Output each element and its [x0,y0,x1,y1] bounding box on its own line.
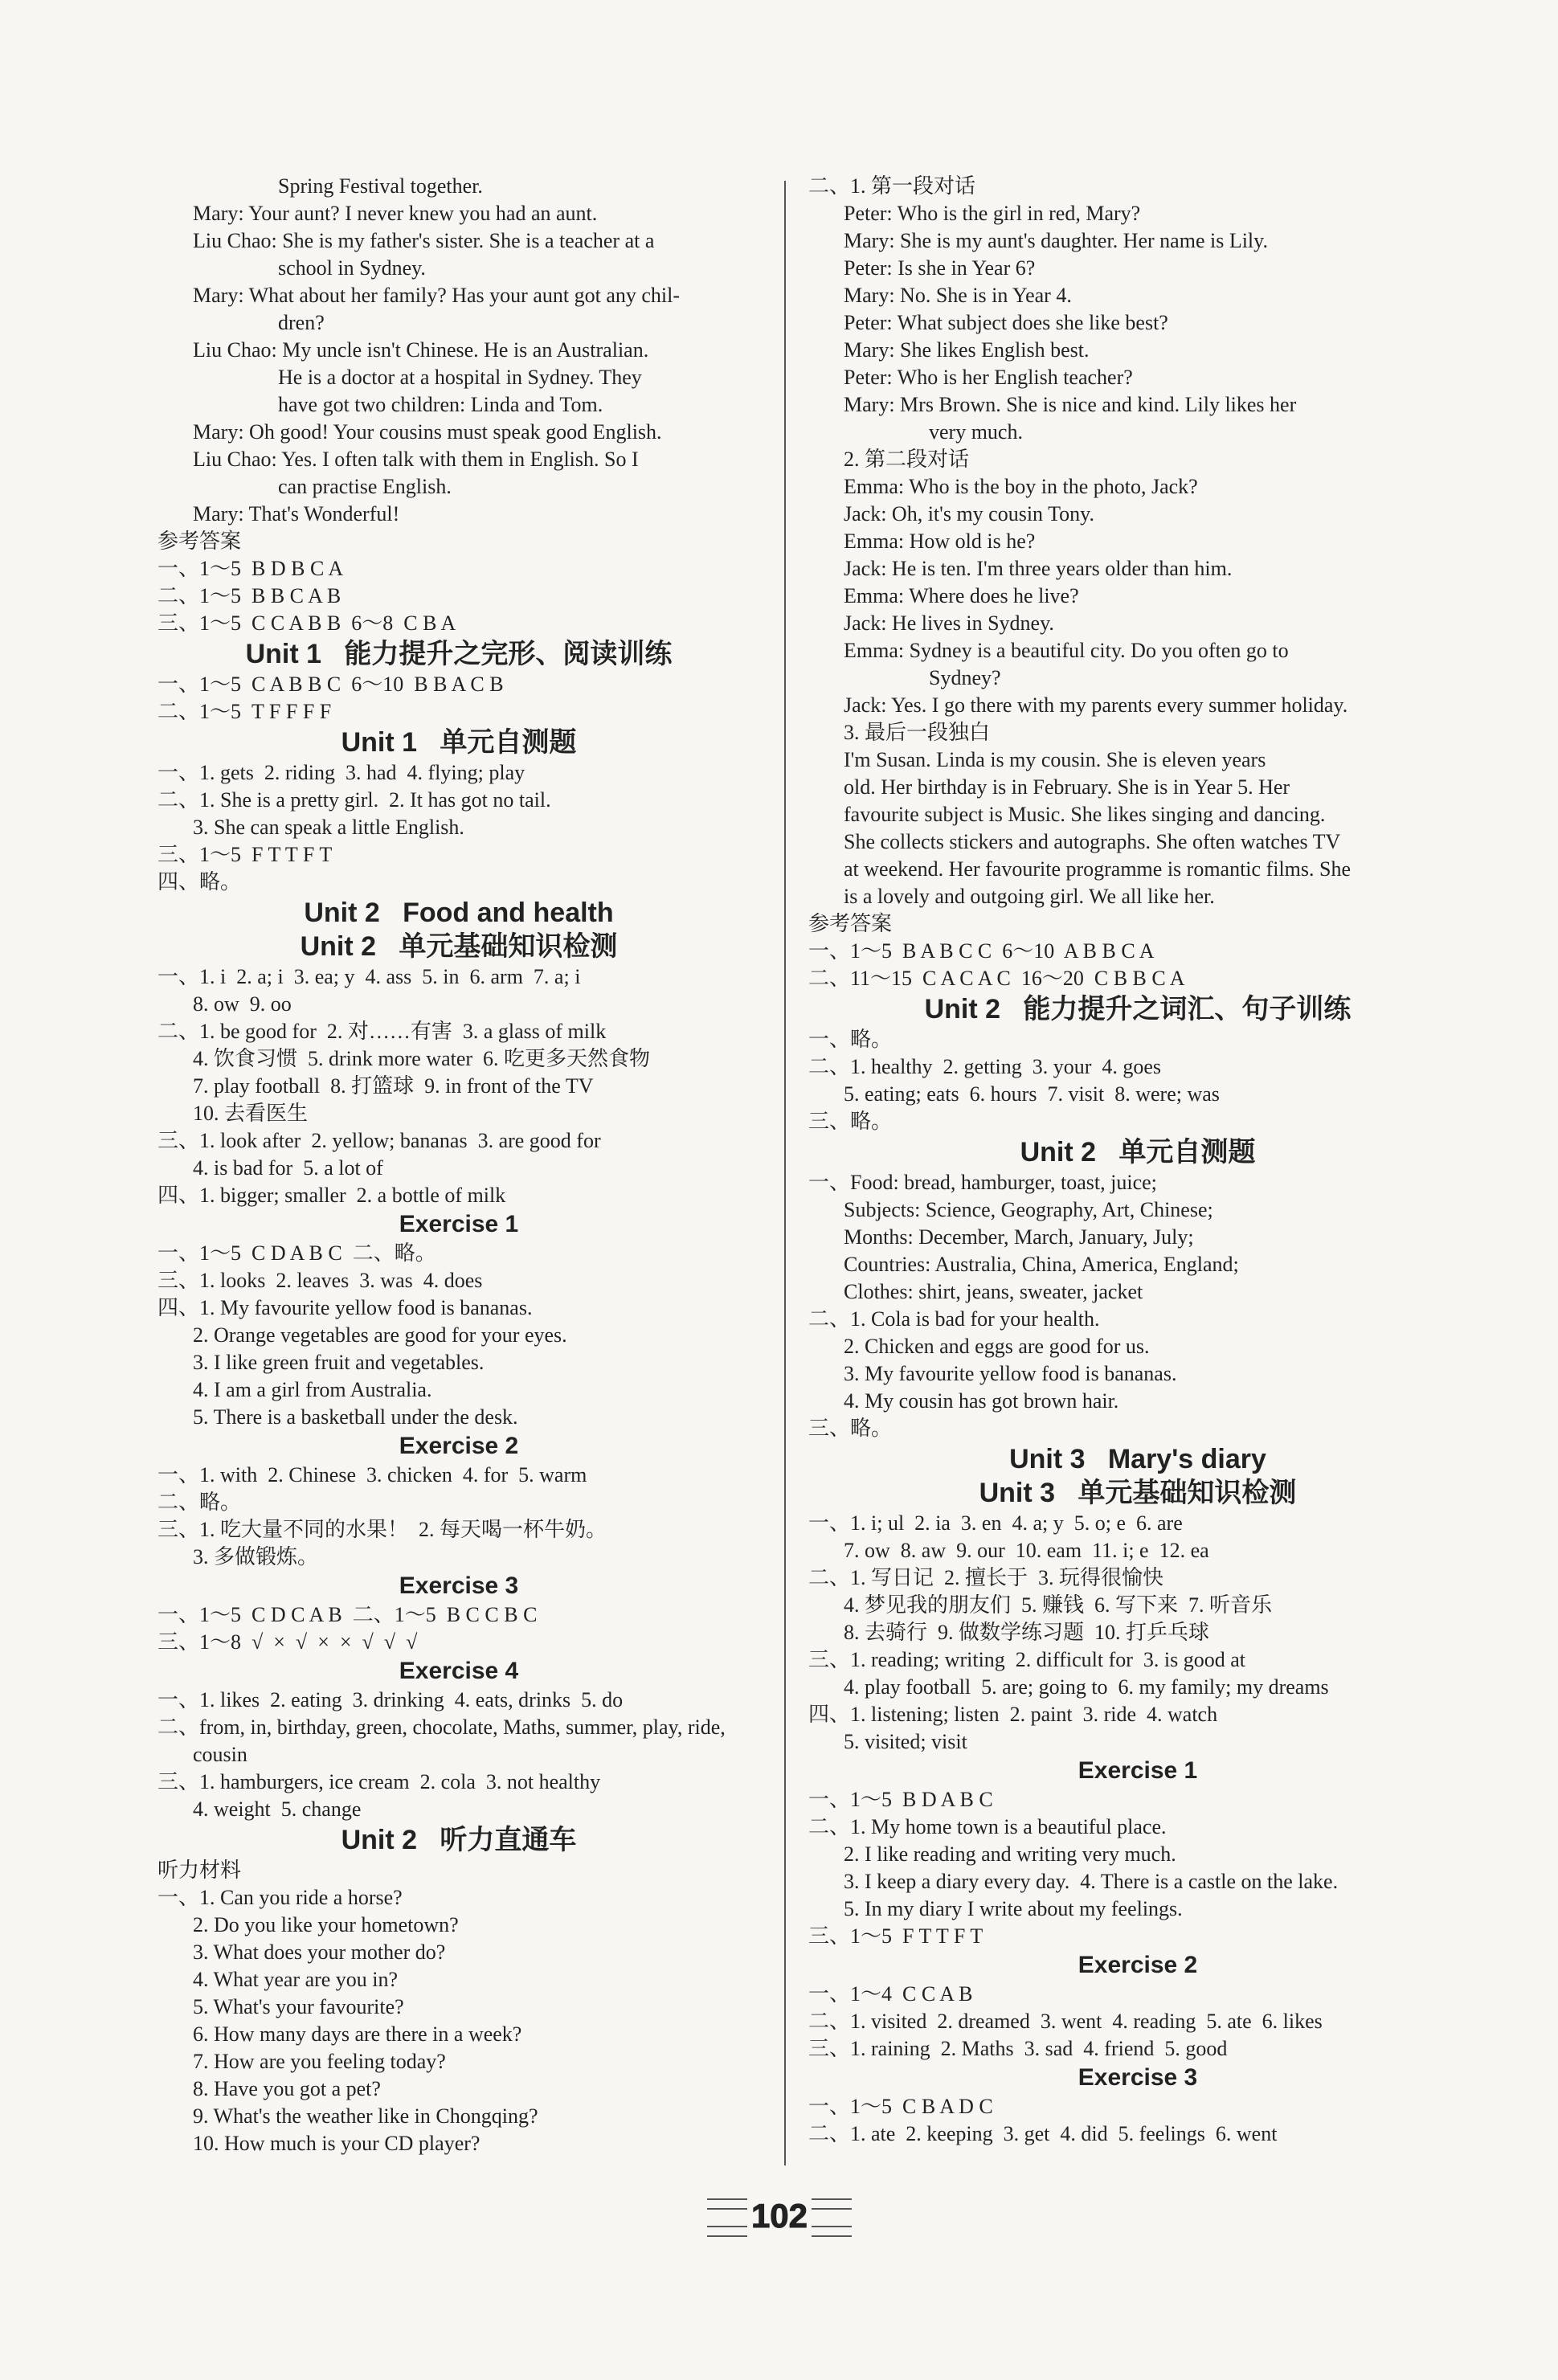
text-line: 二、略。 [157,1491,242,1514]
text-line: 4. is bad for 5. a lot of [193,1156,383,1180]
page-number: 102 [747,2192,812,2240]
text-line: Peter: Who is her English teacher? [844,366,1133,389]
text-line: 三、1～5 C C A B B 6～8 C B A [157,611,456,635]
text-line: Mary: Oh good! Your cousins must speak good English. [193,420,662,444]
text-line: 三、1～5 F T T F T [808,1924,983,1948]
text-line: 8. ow 9. oo [193,992,292,1016]
text-line: 一、1. Can you ride a horse? [157,1886,403,1909]
text-line: Months: December, March, January, July; [844,1225,1194,1249]
left-column [157,173,760,2157]
text-line: Liu Chao: She is my father's sister. She is a teacher at a [193,229,655,252]
text-line: 5. visited; visit [844,1730,967,1753]
text-line: 三、略。 [808,1417,893,1440]
text-line: 一、1～5 C A B B C 6～10 B B A C B [157,673,504,696]
text-line: 4. 饮食习惯 5. drink more water 6. 吃更多天然食物 [193,1047,651,1070]
text-line: 2. Orange vegetables are good for your eyes. [193,1323,567,1347]
section-heading: Unit 2 能力提升之词汇、句子训练 [924,994,1351,1024]
text-line: 3. She can speak a little English. [193,816,464,839]
text-line: 3. I like green fruit and vegetables. [193,1351,485,1374]
text-line: 二、1. ate 2. keeping 3. get 4. did 5. feelings 6. went [808,2122,1278,2145]
text-line: Subjects: Science, Geography, Art, Chinese; [844,1198,1213,1221]
text-line: Emma: How old is he? [844,530,1036,553]
exercise-heading: Exercise 2 [399,1433,519,1459]
text-line: Liu Chao: My uncle isn't Chinese. He is an Australian. [193,338,649,362]
text-line: 一、1. likes 2. eating 3. drinking 4. eats, drinks 5. do [157,1688,624,1711]
text-line: 二、1～5 B B C A B [157,584,341,607]
text-line: 2. 第二段对话 [844,448,970,471]
text-line: 三、略。 [808,1110,893,1133]
text-line: Mary: What about her family? Has your aunt got any chil- [193,284,681,307]
text-line: Emma: Sydney is a beautiful city. Do you often go to [844,639,1289,662]
text-line: 四、1. bigger; smaller 2. a bottle of milk [157,1184,506,1207]
text-line: 听力材料 [157,1859,242,1882]
text-line: 一、1～5 B D A B C [808,1788,993,1811]
exercise-heading: Exercise 1 [399,1211,519,1237]
text-line: 一、1～4 C C A B [808,1982,973,2006]
text-line: 二、1. She is a pretty girl. 2. It has got no tail. [157,788,551,812]
exercise-heading: Exercise 2 [1078,1952,1198,1978]
text-line: 3. My favourite yellow food is bananas. [844,1362,1177,1385]
text-line: Jack: He is ten. I'm three years older than him. [844,557,1233,580]
text-line: 二、1. be good for 2. 对……有害 3. a glass of milk [157,1020,607,1043]
text-line: 四、1. My favourite yellow food is bananas. [157,1296,533,1319]
text-line: 3. 最后一段独白 [844,721,991,744]
text-line: 4. play football 5. are; going to 6. my family; my dreams [844,1675,1329,1699]
text-line: 2. Do you like your hometown? [193,1913,459,1936]
text-line: 一、1. i 2. a; i 3. ea; y 4. ass 5. in 6. arm 7. a; i [157,965,581,988]
text-line: Jack: Yes. I go there with my parents every summer holiday. [844,693,1348,717]
text-line: Sydney? [929,666,1001,689]
text-line: is a lovely and outgoing girl. We all like her. [844,885,1215,908]
section-heading: Unit 2 单元自测题 [1020,1137,1256,1168]
section-heading: Unit 3 单元基础知识检测 [979,1478,1297,1508]
text-line: Mary: Your aunt? I never knew you had an aunt. [193,202,598,225]
text-line: 5. There is a basketball under the desk. [193,1405,518,1429]
text-line: 二、11～15 C A C A C 16～20 C B B C A [808,967,1185,990]
text-line: 8. 去骑行 9. 做数学练习题 10. 打乒乓球 [844,1621,1210,1644]
text-line: 一、1～5 C D C A B 二、1～5 B C C B C [157,1603,538,1626]
text-line: 三、1～5 F T T F T [157,843,333,866]
section-heading: Unit 2 听力直通车 [341,1825,577,1855]
text-line: 10. How much is your CD player? [193,2132,480,2155]
text-line: 9. What's the weather like in Chongqing? [193,2104,538,2128]
text-line: 三、1. looks 2. leaves 3. was 4. does [157,1269,483,1292]
text-line: Liu Chao: Yes. I often talk with them in English. So I [193,448,639,471]
text-line: 7. ow 8. aw 9. our 10. eam 11. i; e 12. ea [844,1539,1209,1562]
text-line: 四、1. listening; listen 2. paint 3. ride 4. watch [808,1703,1218,1726]
text-line: Mary: She likes English best. [844,338,1090,362]
text-line: 一、1～5 B A B C C 6～10 A B B C A [808,939,1155,963]
text-line: 4. 梦见我的朋友们 5. 赚钱 6. 写下来 7. 听音乐 [844,1593,1273,1617]
text-line: 一、1. with 2. Chinese 3. chicken 4. for 5. warm [157,1463,587,1486]
text-line: 一、略。 [808,1028,893,1051]
text-line: Clothes: shirt, jeans, sweater, jacket [844,1280,1143,1303]
text-line: 3. What does your mother do? [193,1940,446,1964]
text-line: 一、1. i; ul 2. ia 3. en 4. a; y 5. o; e 6. are [808,1511,1183,1535]
text-line: have got two children: Linda and Tom. [278,393,603,416]
text-line: 二、1～5 T F F F F [157,700,332,723]
text-line: 二、1. visited 2. dreamed 3. went 4. reading 5. ate 6. likes [808,2010,1323,2033]
text-line: Countries: Australia, China, America, England; [844,1253,1239,1276]
text-line: She collects stickers and autographs. She often watches TV [844,830,1341,853]
text-line: Emma: Who is the boy in the photo, Jack? [844,475,1198,498]
text-line: can practise English. [278,475,452,498]
text-line: 7. play football 8. 打篮球 9. in front of the TV [193,1074,594,1098]
text-line: 三、1. look after 2. yellow; bananas 3. are good for [157,1129,601,1152]
exercise-heading: Exercise 3 [399,1572,519,1599]
text-line: 三、1. raining 2. Maths 3. sad 4. friend 5. good [808,2037,1228,2060]
text-line: 7. How are you feeling today? [193,2050,446,2073]
section-heading: Unit 3 Mary's diary [1009,1444,1266,1474]
text-line: Mary: That's Wonderful! [193,502,400,525]
text-line: Peter: Is she in Year 6? [844,256,1036,280]
text-line: very much. [929,420,1023,444]
text-line: 二、1. 写日记 2. 擅长于 3. 玩得很愉快 [808,1566,1164,1589]
text-line: 5. What's your favourite? [193,1995,404,2018]
text-line: I'm Susan. Linda is my cousin. She is eleven years [844,748,1266,771]
text-line: 二、1. 第一段对话 [808,174,976,198]
text-line: favourite subject is Music. She likes singing and dancing. [844,803,1326,826]
text-line: at weekend. Her favourite programme is romantic films. She [844,857,1351,881]
text-line: 三、1. hamburgers, ice cream 2. cola 3. not healthy [157,1770,601,1793]
text-line: 5. eating; eats 6. hours 7. visit 8. were; was [844,1082,1220,1106]
text-line: 8. Have you got a pet? [193,2077,381,2100]
text-line: 二、1. healthy 2. getting 3. your 4. goes [808,1055,1162,1078]
text-line: 一、1～5 C D A B C 二、略。 [157,1241,436,1265]
text-line: Peter: Who is the girl in red, Mary? [844,202,1141,225]
text-line: 2. I like reading and writing very much. [844,1842,1176,1866]
text-line: 4. I am a girl from Australia. [193,1378,432,1401]
text-line: Mary: She is my aunt's daughter. Her name is Lily. [844,229,1268,252]
text-line: 2. Chicken and eggs are good for us. [844,1335,1150,1358]
section-heading: Unit 2 单元基础知识检测 [300,931,618,962]
text-line: Peter: What subject does she like best? [844,311,1168,334]
section-heading: Unit 2 Food and health [304,898,614,928]
text-line: 四、略。 [157,870,242,894]
text-line: 3. 多做锻炼。 [193,1545,319,1568]
text-line: 5. In my diary I write about my feelings. [844,1897,1183,1920]
text-line: 一、1. gets 2. riding 3. had 4. flying; play [157,761,525,784]
text-line: cousin [193,1743,247,1766]
text-line: 三、1～8 √ × √ × × √ √ √ [157,1630,418,1654]
page-number-badge [707,2192,852,2240]
text-line: school in Sydney. [278,256,426,280]
text-line: 3. I keep a diary every day. 4. There is a castle on the lake. [844,1870,1339,1893]
text-line: old. Her birthday is in February. She is in Year 5. Her [844,775,1290,799]
text-line: 一、1～5 B D B C A [157,557,344,580]
text-line: 6. How many days are there in a week? [193,2022,522,2046]
text-line: Jack: Oh, it's my cousin Tony. [844,502,1094,525]
text-line: 4. My cousin has got brown hair. [844,1389,1119,1413]
text-line: Jack: He lives in Sydney. [844,611,1054,635]
text-line: Mary: No. She is in Year 4. [844,284,1072,307]
text-line: 三、1. 吃大量不同的水果！ 2. 每天喝一杯牛奶。 [157,1518,607,1541]
text-line: 4. What year are you in? [193,1968,399,1991]
text-line: He is a doctor at a hospital in Sydney. They [278,366,642,389]
section-heading: Unit 1 能力提升之完形、阅读训练 [245,639,673,669]
text-line: 参考答案 [157,530,242,553]
exercise-heading: Exercise 4 [399,1658,519,1684]
text-line: 二、from, in, birthday, green, chocolate, Maths, summer, play, ride, [157,1715,726,1739]
text-line: Emma: Where does he live? [844,584,1079,607]
text-line: 10. 去看医生 [193,1102,309,1125]
text-line: 二、1. Cola is bad for your health. [808,1307,1100,1331]
section-heading: Unit 1 单元自测题 [341,727,577,758]
text-line: 一、1～5 C B A D C [808,2095,993,2118]
exercise-heading: Exercise 1 [1078,1757,1198,1784]
text-line: 三、1. reading; writing 2. difficult for 3. is good at [808,1648,1245,1671]
column-divider [784,181,786,2165]
text-line: 一、Food: bread, hamburger, toast, juice; [808,1171,1157,1194]
right-column [808,173,1467,2148]
text-line: 4. weight 5. change [193,1797,362,1821]
text-line: Mary: Mrs Brown. She is nice and kind. Lily likes her [844,393,1297,416]
exercise-heading: Exercise 3 [1078,2064,1198,2091]
text-line: dren? [278,311,325,334]
text-line: Spring Festival together. [278,174,483,198]
text-line: 参考答案 [808,912,893,935]
text-line: 二、1. My home town is a beautiful place. [808,1815,1167,1838]
